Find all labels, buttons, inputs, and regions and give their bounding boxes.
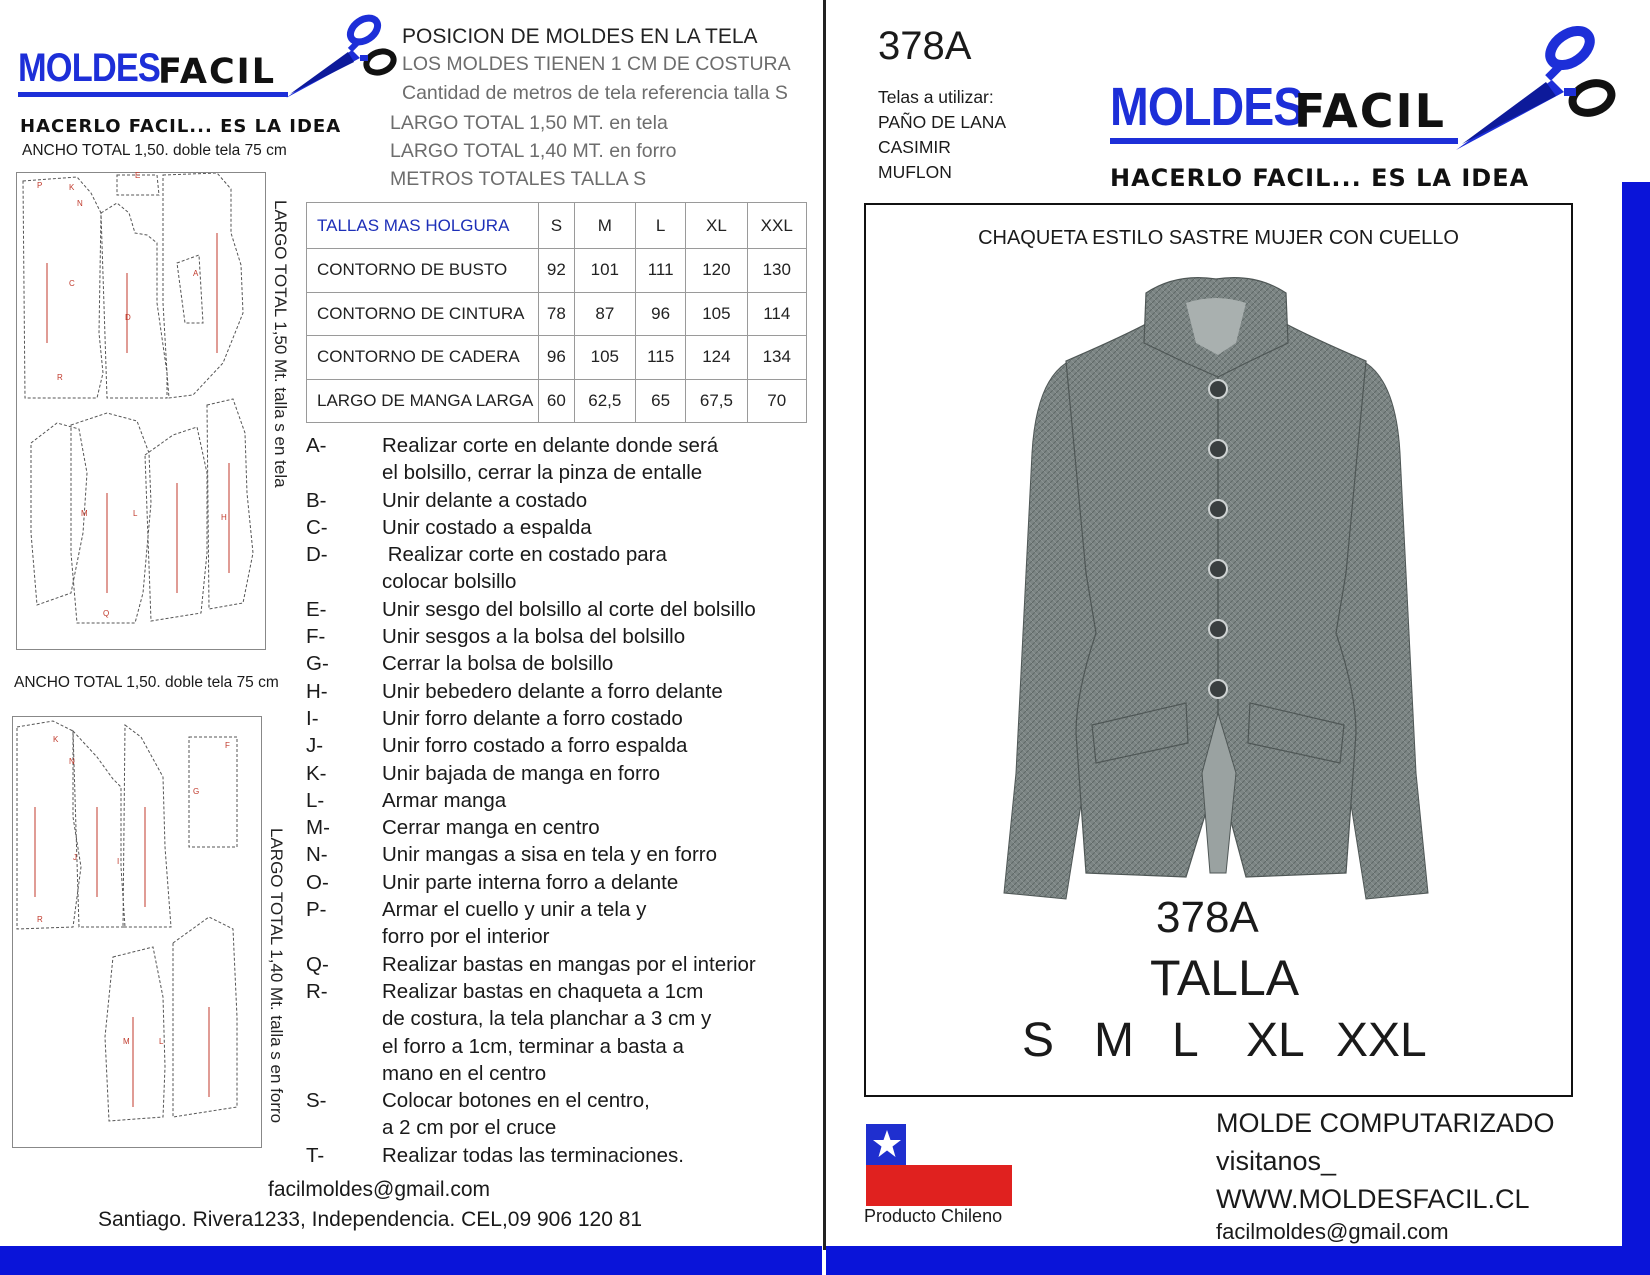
page-divider bbox=[823, 0, 826, 1250]
instruction-key: E- bbox=[306, 597, 327, 621]
row-label: LARGO DE MANGA LARGA bbox=[307, 379, 539, 423]
list-item bbox=[306, 487, 786, 514]
instruction-key: R- bbox=[306, 979, 328, 1003]
list-item bbox=[306, 514, 786, 541]
row-label: CONTORNO DE BUSTO bbox=[307, 249, 539, 293]
table-row bbox=[307, 249, 807, 293]
list-item bbox=[306, 1087, 786, 1114]
flag-caption: Producto Chileno bbox=[864, 1206, 1003, 1226]
logo-underline bbox=[1110, 138, 1458, 144]
list-item bbox=[306, 923, 786, 950]
cell-value: 134 bbox=[747, 336, 807, 380]
cell-value: 87 bbox=[574, 292, 635, 336]
instruction-key: I- bbox=[306, 706, 319, 730]
cell-value: 114 bbox=[747, 292, 807, 336]
list-item bbox=[306, 896, 786, 923]
pattern-letter: L bbox=[133, 509, 138, 518]
instruction-text: Cerrar la bolsa de bolsillo bbox=[382, 652, 614, 676]
pattern-letter: C bbox=[69, 279, 75, 288]
instruction-text: Unir parte interna forro a delante bbox=[382, 870, 679, 894]
pattern-letter: N bbox=[69, 757, 75, 766]
list-item bbox=[306, 678, 786, 705]
instruction-key: J- bbox=[306, 734, 324, 758]
instruction-text: Armar manga bbox=[382, 788, 507, 812]
size-item: XXL bbox=[1336, 1014, 1427, 1067]
pattern-letter: G bbox=[193, 787, 200, 796]
cell-value: 78 bbox=[539, 292, 575, 336]
pattern-letter: Q bbox=[103, 609, 110, 618]
flag-white-stripe bbox=[906, 1124, 1012, 1165]
size-item: XL bbox=[1246, 1014, 1305, 1067]
instruction-text: el forro a 1cm, terminar a basta a bbox=[382, 1034, 684, 1058]
instruction-text: colocar bolsillo bbox=[382, 570, 517, 594]
bottom-bar-right bbox=[826, 1246, 1650, 1275]
instruction-text: a 2 cm por el cruce bbox=[382, 1116, 557, 1140]
pattern-letter: R bbox=[57, 373, 63, 382]
chile-flag bbox=[866, 1124, 1012, 1206]
size-item: M bbox=[1094, 1014, 1134, 1067]
instructions-list bbox=[306, 432, 786, 1169]
row-label: CONTORNO DE CINTURA bbox=[307, 292, 539, 336]
cell-value: 65 bbox=[635, 379, 685, 423]
pattern-letter: L bbox=[159, 1037, 164, 1046]
size-item: L bbox=[1172, 1014, 1199, 1067]
list-item bbox=[306, 596, 786, 623]
list-item bbox=[306, 459, 786, 486]
instruction-key: O- bbox=[306, 870, 329, 894]
list-item bbox=[306, 951, 786, 978]
list-item bbox=[306, 760, 786, 787]
logo-moldes-text: MOLDES bbox=[1110, 77, 1304, 137]
list-item bbox=[306, 432, 786, 459]
size-table-header-size: XL bbox=[686, 203, 747, 249]
pattern-letter: K bbox=[69, 183, 75, 192]
list-item bbox=[306, 705, 786, 732]
row-label: CONTORNO DE CADERA bbox=[307, 336, 539, 380]
instruction-key: C- bbox=[306, 515, 328, 539]
flag-red-stripe bbox=[866, 1165, 1012, 1206]
instruction-text: Unir sesgo del bolsillo al corte del bolsillo bbox=[382, 597, 756, 621]
instruction-key: A- bbox=[306, 434, 327, 457]
cell-value: 130 bbox=[747, 249, 807, 293]
size-table-header-row bbox=[307, 203, 807, 249]
list-item bbox=[306, 978, 786, 1005]
ancho-total-top: ANCHO TOTAL 1,50. doble tela 75 cm bbox=[22, 142, 287, 159]
table-row bbox=[307, 336, 807, 380]
instruction-text: Cerrar manga en centro bbox=[382, 816, 600, 840]
list-item bbox=[306, 841, 786, 868]
table-row bbox=[307, 292, 807, 336]
list-item bbox=[306, 568, 786, 595]
cell-value: 60 bbox=[539, 379, 575, 423]
list-item bbox=[306, 1005, 786, 1032]
fabrics-title: Telas a utilizar: bbox=[878, 87, 994, 107]
pattern-letter: P bbox=[37, 181, 43, 190]
list-item bbox=[306, 732, 786, 759]
product-box bbox=[864, 203, 1573, 1097]
cell-value: 62,5 bbox=[574, 379, 635, 423]
star-icon bbox=[872, 1129, 902, 1159]
instruction-text: Realizar corte en delante donde será bbox=[382, 434, 719, 457]
list-item bbox=[306, 1033, 786, 1060]
header-line-cantidad: Cantidad de metros de tela referencia talla S bbox=[402, 82, 788, 104]
scissors-icon bbox=[1448, 24, 1618, 154]
scissors-icon bbox=[280, 14, 400, 100]
largo-total-tela-vertical: LARGO TOTAL 1,50 Mt. talla s en tela bbox=[271, 200, 290, 488]
cell-value: 67,5 bbox=[686, 379, 747, 423]
address-left: Santiago. Rivera1233, Independencia. CEL,09 906 120 81 bbox=[98, 1208, 643, 1231]
side-bar-right bbox=[1622, 182, 1650, 1252]
instruction-text: Armar el cuello y unir a tela y bbox=[382, 898, 647, 922]
size-table-header-size: S bbox=[539, 203, 575, 249]
fabric-item: PAÑO DE LANA bbox=[878, 112, 1007, 132]
cell-value: 101 bbox=[574, 249, 635, 293]
pattern-letter: M bbox=[123, 1037, 130, 1046]
cell-value: 105 bbox=[686, 292, 747, 336]
instruction-text: Unir sesgos a la bolsa del bolsillo bbox=[382, 625, 686, 649]
pattern-letter: K bbox=[53, 735, 59, 744]
big-model-code: 378A bbox=[1156, 893, 1259, 942]
logo-moldes-text: MOLDES bbox=[18, 46, 161, 90]
pattern-letter: F bbox=[225, 741, 230, 750]
logo-facil-text: FACIL bbox=[1294, 84, 1446, 138]
cell-value: 96 bbox=[539, 336, 575, 380]
instruction-key: L- bbox=[306, 788, 325, 812]
cell-value: 124 bbox=[686, 336, 747, 380]
instruction-key: D- bbox=[306, 543, 328, 567]
ancho-total-middle: ANCHO TOTAL 1,50. doble tela 75 cm bbox=[14, 674, 279, 691]
list-item bbox=[306, 814, 786, 841]
promo-visit: visitanos_ bbox=[1216, 1146, 1337, 1176]
promo-computerized: MOLDE COMPUTARIZADO bbox=[1216, 1108, 1555, 1138]
instruction-key: Q- bbox=[306, 952, 329, 976]
instruction-text: Unir delante a costado bbox=[382, 488, 588, 512]
table-row bbox=[307, 379, 807, 423]
instruction-text: Realizar bastas en mangas por el interior bbox=[382, 952, 756, 976]
logo-underline bbox=[18, 92, 288, 97]
size-item: S bbox=[1022, 1014, 1055, 1067]
instruction-text: de costura, la tela planchar a 3 cm y bbox=[382, 1007, 712, 1031]
pattern-letter: I bbox=[117, 857, 120, 866]
email-left: facilmoldes@gmail.com bbox=[268, 1178, 491, 1201]
list-item bbox=[306, 650, 786, 677]
pattern-pieces-tela bbox=[17, 173, 267, 651]
instruction-key: M- bbox=[306, 816, 330, 840]
size-table-header-size: L bbox=[635, 203, 685, 249]
list-item bbox=[306, 541, 786, 568]
bottom-bar-left bbox=[0, 1246, 822, 1275]
instruction-key: P- bbox=[306, 898, 327, 922]
header-title: POSICION DE MOLDES EN LA TELA bbox=[402, 25, 758, 48]
cell-value: 96 bbox=[635, 292, 685, 336]
instruction-text: Unir forro delante a forro costado bbox=[382, 706, 683, 730]
list-item bbox=[306, 787, 786, 814]
instruction-key: T- bbox=[306, 1143, 325, 1167]
header-line-largo-tela: LARGO TOTAL 1,50 MT. en tela bbox=[390, 112, 668, 134]
list-item bbox=[306, 1060, 786, 1087]
garment-title: CHAQUETA ESTILO SASTRE MUJER CON CUELLO bbox=[978, 227, 1459, 249]
tagline-left: HACERLO FACIL... ES LA IDEA bbox=[20, 116, 342, 137]
talla-label: TALLA bbox=[1150, 950, 1300, 1006]
list-item bbox=[306, 623, 786, 650]
logo-facil-text: FACIL bbox=[158, 52, 276, 92]
cell-value: 111 bbox=[635, 249, 685, 293]
pattern-letter: D bbox=[125, 313, 131, 322]
instruction-key: F- bbox=[306, 625, 326, 649]
logo-left bbox=[18, 42, 398, 122]
jacket-image bbox=[996, 273, 1436, 913]
list-item bbox=[306, 869, 786, 896]
email-right[interactable]: facilmoldes@gmail.com bbox=[1216, 1219, 1449, 1244]
header-line-costura: LOS MOLDES TIENEN 1 CM DE COSTURA bbox=[402, 53, 791, 75]
pattern-sheet-forro bbox=[12, 716, 262, 1148]
list-item bbox=[306, 1114, 786, 1141]
pattern-letter: J bbox=[73, 853, 77, 862]
pattern-letter: A bbox=[193, 269, 199, 278]
website-link[interactable]: WWW.MOLDESFACIL.CL bbox=[1216, 1184, 1530, 1214]
instruction-key: G- bbox=[306, 652, 329, 676]
instruction-text: Unir mangas a sisa en tela y en forro bbox=[382, 843, 717, 867]
instruction-text: Unir forro costado a forro espalda bbox=[382, 734, 688, 758]
pattern-sheet-tela bbox=[16, 172, 266, 650]
instruction-text: Realizar todas las terminaciones. bbox=[382, 1143, 684, 1167]
size-table bbox=[306, 202, 807, 423]
instruction-text: Colocar botones en el centro, bbox=[382, 1089, 650, 1113]
size-table-header-size: XXL bbox=[747, 203, 807, 249]
cell-value: 115 bbox=[635, 336, 685, 380]
pattern-letter: R bbox=[37, 915, 43, 924]
instruction-text: el bolsillo, cerrar la pinza de entalle bbox=[382, 461, 703, 485]
instruction-text: Realizar corte en costado para bbox=[382, 543, 667, 567]
list-item bbox=[306, 1142, 786, 1169]
instruction-key: S- bbox=[306, 1089, 327, 1113]
cell-value: 92 bbox=[539, 249, 575, 293]
instruction-text: mano en el centro bbox=[382, 1061, 547, 1085]
cell-value: 105 bbox=[574, 336, 635, 380]
instruction-text: Unir bajada de manga en forro bbox=[382, 761, 661, 785]
tagline-right: HACERLO FACIL... ES LA IDEA bbox=[1110, 164, 1530, 192]
model-code: 378A bbox=[878, 24, 972, 68]
pattern-letter: E bbox=[135, 171, 141, 180]
cell-value: 120 bbox=[686, 249, 747, 293]
pattern-letter: M bbox=[81, 509, 88, 518]
instruction-key: H- bbox=[306, 679, 328, 703]
instruction-key: K- bbox=[306, 761, 327, 785]
instruction-text: Realizar bastas en chaqueta a 1cm bbox=[382, 979, 704, 1003]
pattern-letter: H bbox=[221, 513, 227, 522]
instruction-key: B- bbox=[306, 488, 327, 512]
pattern-pieces-forro bbox=[13, 717, 263, 1149]
cell-value: 70 bbox=[747, 379, 807, 423]
instruction-key: N- bbox=[306, 843, 328, 867]
pattern-letter: N bbox=[77, 199, 83, 208]
largo-total-forro-vertical: LARGO TOTAL 1,40 Mt. talla s en forro bbox=[267, 828, 286, 1124]
header-line-largo-forro: LARGO TOTAL 1,40 MT. en forro bbox=[390, 140, 677, 162]
fabric-item: MUFLON bbox=[878, 162, 952, 182]
fabric-item: CASIMIR bbox=[878, 137, 951, 157]
instruction-text: Unir bebedero delante a forro delante bbox=[382, 679, 723, 703]
header-line-metros: METROS TOTALES TALLA S bbox=[390, 168, 647, 190]
instruction-text: forro por el interior bbox=[382, 925, 550, 949]
size-table-header-size: M bbox=[574, 203, 635, 249]
size-table-header-label: TALLAS MAS HOLGURA bbox=[307, 203, 539, 249]
instruction-text: Unir costado a espalda bbox=[382, 515, 592, 539]
